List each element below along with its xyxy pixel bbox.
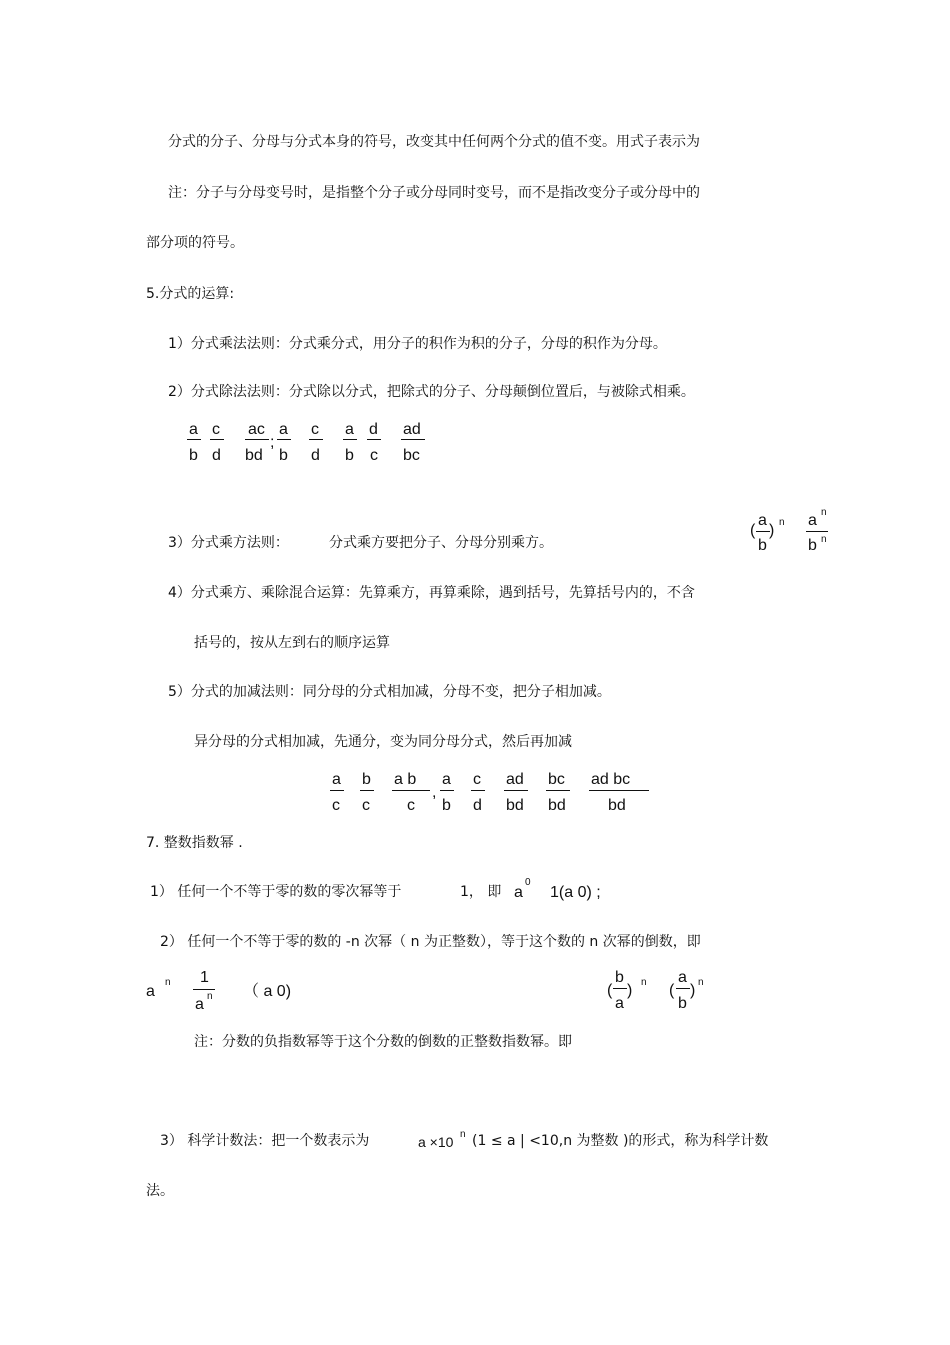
fraction-bar xyxy=(401,439,425,440)
fraction-bar xyxy=(187,439,201,440)
condition: （ a 0) xyxy=(243,983,292,1000)
exponent: n xyxy=(460,1129,466,1140)
den: b xyxy=(189,447,198,464)
fraction-bar xyxy=(343,439,357,440)
fraction-bar xyxy=(360,790,374,791)
fraction-bar xyxy=(589,790,649,791)
fraction-bar xyxy=(309,439,323,440)
fraction-bar xyxy=(613,988,627,989)
num: c xyxy=(473,771,481,788)
fraction-bar xyxy=(210,439,224,440)
num: ac xyxy=(248,421,265,438)
num: ad xyxy=(506,771,524,788)
den: c xyxy=(407,797,415,814)
paren: ( xyxy=(669,982,675,999)
den: b xyxy=(345,447,354,464)
zero-power-rhs: 1(a 0) ; xyxy=(550,884,601,901)
den: bd xyxy=(245,447,263,464)
num: a xyxy=(678,969,687,986)
den: b xyxy=(678,995,687,1012)
property-text: 分式的分子、分母与分式本身的符号，改变其中任何两个分式的值不变。用式子表示为 xyxy=(168,134,700,150)
fraction-bar xyxy=(504,790,528,791)
num: a xyxy=(808,512,817,529)
fraction-bar xyxy=(245,439,269,440)
den: bd xyxy=(506,797,524,814)
zero-power-rule: 1） 任何一个不等于零的数的零次幂等于 xyxy=(150,884,402,900)
separator: ; xyxy=(270,434,275,451)
den: b xyxy=(442,797,451,814)
fraction-bar xyxy=(471,790,485,791)
exponent: n xyxy=(207,991,213,1002)
rule-power-desc: 分式乘方要把分子、分母分别乘方。 xyxy=(329,535,553,551)
paren: ) xyxy=(769,522,775,539)
den: b xyxy=(758,537,767,554)
zero-power-base: a xyxy=(514,884,523,901)
den: d xyxy=(473,797,482,814)
fraction-bar xyxy=(546,790,570,791)
den: d xyxy=(311,447,320,464)
rule-mixed-cont: 括号的，按从左到右的顺序运算 xyxy=(194,635,390,651)
fraction-bar xyxy=(806,531,828,532)
exponent: 0 xyxy=(525,877,531,888)
scientific-notation-base: a ×10 xyxy=(418,1134,454,1150)
exponent: n xyxy=(821,507,827,518)
num: a xyxy=(758,512,767,529)
section-5-heading: 5.分式的运算: xyxy=(146,286,235,302)
den: d xyxy=(212,447,221,464)
num: c xyxy=(311,421,319,438)
num: a xyxy=(189,421,198,438)
paren: ( xyxy=(750,522,756,539)
den: bd xyxy=(608,797,626,814)
den: c xyxy=(332,797,340,814)
num: ad bc xyxy=(591,771,631,788)
den: c xyxy=(370,447,378,464)
fraction-bar xyxy=(277,439,291,440)
exponent: n xyxy=(698,977,704,988)
num: b xyxy=(362,771,371,788)
note-text-cont: 部分项的符号。 xyxy=(146,235,244,251)
rule-mixed: 4）分式乘方、乘除混合运算：先算乘方，再算乘除，遇到括号，先算括号内的，不含 xyxy=(168,585,695,601)
den: a xyxy=(615,995,624,1012)
fraction-bar xyxy=(330,790,344,791)
num: bc xyxy=(548,771,565,788)
num: a xyxy=(332,771,341,788)
rule-add-sub-cont: 异分母的分式相加减，先通分，变为同分母分式，然后再加减 xyxy=(194,734,572,750)
negative-power-rule: 2） 任何一个不等于零的数的 -n 次幂（ n 为正整数），等于这个数的 n 次幂的倒数，即 xyxy=(160,934,701,950)
rule-division: 2）分式除法法则：分式除以分式，把除式的分子、分母颠倒位置后，与被除式相乘。 xyxy=(168,384,695,400)
paren: ) xyxy=(690,982,696,999)
fraction-bar xyxy=(440,790,454,791)
den: bd xyxy=(548,797,566,814)
base: a xyxy=(146,983,155,1000)
scientific-notation-rule-end: 法。 xyxy=(146,1183,174,1199)
num: 1 xyxy=(200,969,209,986)
num: a xyxy=(345,421,354,438)
num: a xyxy=(442,771,451,788)
section-7-heading: 7. 整数指数幂 . xyxy=(146,835,243,851)
rule-add-sub: 5）分式的加减法则：同分母的分式相加减，分母不变，把分子相加减。 xyxy=(168,684,611,700)
exponent: n xyxy=(641,977,647,988)
num: a xyxy=(279,421,288,438)
zero-power-rule-cont: 1， 即 xyxy=(460,884,502,900)
exponent: n xyxy=(779,517,785,528)
den: b xyxy=(808,537,817,554)
num: d xyxy=(369,421,378,438)
rule-multiplication: 1）分式乘法法则：分式乘分式，用分子的积作为积的分子，分母的积作为分母。 xyxy=(168,336,667,352)
fraction-power-note: 注：分数的负指数幂等于这个分数的倒数的正整数指数幂。即 xyxy=(194,1034,572,1050)
num: a b xyxy=(394,771,417,788)
scientific-notation-rule: 3） 科学计数法：把一个数表示为 xyxy=(160,1133,370,1149)
den: b xyxy=(279,447,288,464)
exponent: n xyxy=(821,534,827,545)
rule-power: 3）分式乘方法则： xyxy=(168,535,289,551)
fraction-bar xyxy=(392,790,430,791)
fraction-bar xyxy=(756,531,770,532)
paren: ( xyxy=(607,982,613,999)
num: c xyxy=(212,421,220,438)
den: c xyxy=(362,797,370,814)
den: bc xyxy=(403,447,420,464)
scientific-notation-rule-cont: (1 ≤ a | <10,n 为整数 )的形式，称为科学计数 xyxy=(472,1133,769,1149)
den: a xyxy=(195,996,204,1013)
num: b xyxy=(615,969,624,986)
num: ad xyxy=(403,421,421,438)
paren: ) xyxy=(627,982,633,999)
fraction-bar xyxy=(676,988,690,989)
fraction-bar xyxy=(367,439,381,440)
note-text: 注：分子与分母变号时，是指整个分子或分母同时变号，而不是指改变分子或分母中的 xyxy=(168,185,700,201)
fraction-bar xyxy=(193,989,215,990)
exponent: n xyxy=(165,977,171,988)
separator: , xyxy=(432,784,437,801)
